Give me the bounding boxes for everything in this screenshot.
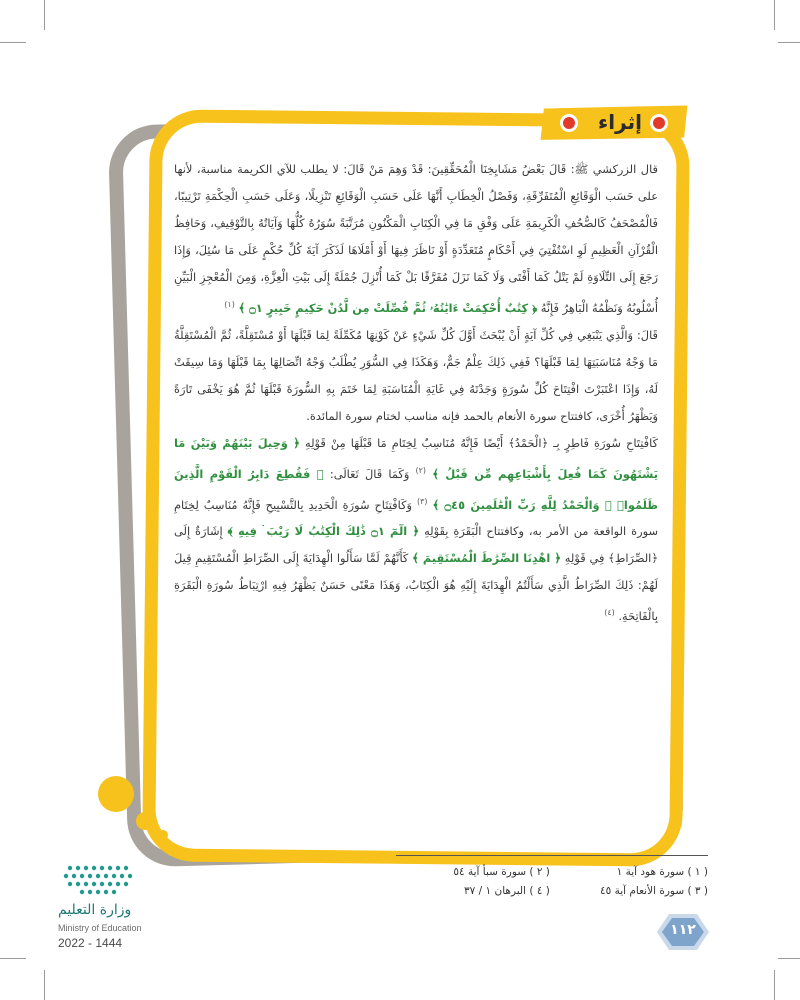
header-dot-left-icon [560,114,578,132]
crop-mark-tl-v [44,0,45,30]
quran-verse-1: ﴿ كِتَٰبٌ أُحْكِمَتْ ءَايَٰتُهُۥ ثُمَّ فُصِّلَتْ مِن لَّدُنْ حَكِيمٍ خَبِيرٍ ۝١ ﴾ [238,300,538,315]
quran-verse-4: ﴿ الٓمٓ ۝١ ذَٰلِكَ الْكِتَٰبُ لَا رَيْبَ ۛ فِيهِ ﴾ [227,524,420,539]
quran-verse-3: ﴿ فَقُطِعَ دَابِرُ الْقَوْمِ الَّذِينَ ظَلَمُوا۟ ۚ وَالْحَمْدُ لِلَّهِ رَبِّ الْعَٰلَمِينَ ۝٤٥ ﴾ [174,466,658,512]
footnote-divider [396,855,708,856]
paragraph-3c: وَكَافْتِتَاحِ سُورَةِ الْحَدِيدِ بِالتَّسْبِيحِ فَإِنَّهُ مُنَاسِبٌ لِخِتَامِ سورة الواقعة من الأمر به، وكافتتاح الْبَقَرَةِ بِقَوْلِهِ [174,497,658,539]
footnote-row-1 [404,866,708,885]
ref-3: (٣) [416,496,428,506]
crop-mark-br-v [774,970,775,1000]
crop-mark-tl-h [0,42,26,43]
paragraph-1-text: قال الزركشي ﷺ: قَالَ بَعْضُ مَشَايِخِنَا الْمُحَقِّقِينَ: قَدْ وَهِمَ مَنْ قَالَ: لا يطلب للآي الكريمة مناسبة، لأنها على حَسَب الْوَقَائِعِ الْمُتَفَرِّقَةِ، وَفَصْلُ الْخِطَابِ أَنَّهَا عَلَى حَسَبِ الْوَقَائِعِ تَنْزِيلًا، وَعَلَى حَسَبِ الْحِكْمَةِ تَرْتِيبًا، فَالْمُصْحَفُ كَالصُّحُفِ الْكَرِيمَةِ عَلَى وَفْقِ مَا فِي الْكِتَابِ الْمَكْنُونِ مُرَتَّبَةً سُوَرُهُ كُلُّهَا وَآيَاتُهُ بِالتَّوْقِيفِ، وَحَافِظُ الْقُرْآنِ الْعَظِيمِ لَوِ اسْتُفْتِيَ فِي أَحْكَامٍ مُتَعَدِّدَةٍ أَوْ نَاظَرَ فِيهَا أَوْ أَمْلَاهَا لَذَكَرَ آيَةَ كُلِّ حُكْمٍ عَلَى مَا سُئِلَ، وَإِذَا رَجَعَ إِلَى التِّلَاوَةِ لَمْ يَتْلُ كَمَا أَفْتَى وَلَا كَمَا نَزَلَ مُفَرَّقًا بَلْ كَمَا أُنْزِلَ جُمْلَةً إِلَى بَيْتِ الْعِزَّةِ، وَمِنَ الْمُعْجِزِ الْبَيِّنِ أُسْلُوبُهُ وَنَظْمُهُ الْبَاهِرُ فَإِنَّهُ [174,162,658,315]
paragraph-3a: كَافْتِتَاحِ سُورَةِ فَاطِرٍ بِـ ﴿الْحَمْدُ﴾ أَيْضًا فَإِنَّهُ مُنَاسِبٌ لِخِتَامِ مَا قَبْلَهَا مِنْ قَوْلِهِ [304,435,658,450]
footnote-1: ( ١ ) سورة هود آية ١ [616,866,708,878]
header-title: إثراء [598,110,642,134]
paragraph-2-text: قَالَ: وَالَّذِي يَنْبَغِي فِي كُلِّ آيَةٍ أَنْ يُبْحَثَ أَوَّلَ كُلِّ شَيْءٍ عَنْ كَوْنِهَا مُكَمِّلَةً لِمَا قَبْلَهَا أَوْ مُسْتَقِلَّةً، ثُمَّ الْمُسْتَقِلَّةُ مَا وَجْهُ مُنَاسَبَتِهَا لِمَا قَبْلَهَا؟ فَفِي ذَلِكَ عِلْمٌ جَمٌّ، وَهَكَذَا فِي السُّوَرِ يُطْلَبُ وَجْهُ اتِّصَالِهَا بِمَا قَبْلَهَا وَمَا سِيقَتْ لَهُ، وَإِذَا اعْتَبَرْتَ افْتِتَاحَ كُلِّ سُورَةٍ وَجَدْتَهُ فِي غَايَةِ الْمُنَاسَبَةِ لِمَا خَتَمَ بِهِ السُّورَةَ قَبْلَهَا ثُمَّ هُوَ يَخْفَى تَارَةً وَيَظْهَرُ أُخْرَى، كافتتاح سورة الأنعام بالحمد فإنه مناسب لختام سورة المائدة. [174,327,658,423]
crop-mark-br-h [778,958,800,959]
dot-small [158,830,168,840]
dot-medium [136,812,154,830]
quran-verse-5: ﴿ اهْدِنَا الصِّرَٰطَ الْمُسْتَقِيمَ ﴾ [412,551,562,566]
footnote-row-2 [404,885,708,904]
ref-4: (٤) [604,608,615,618]
paragraph-3e: كَأَنَّهُمْ لَمَّا سَأَلُوا الْهِدَايَةَ إِلَى الصِّرَاطِ الْمُسْتَقِيمِ قِيلَ لَهُمْ: ذَلِكَ الصِّرَاطُ الَّذِي سَأَلْتُمُ الْهِدَايَةَ إِلَيْهِ هُوَ الْكِتَابُ، وَهَذَا مَعْنًى حَسَنٌ يَظْهَرُ فِيهِ ارْتِبَاطُ سُورَةِ الْبَقَرَةِ بِالْفَاتِحَةِ. [174,551,658,624]
footnote-2: ( ٢ ) سورة سبأ آية ٥٤ [453,866,550,878]
enrichment-text [174,156,658,736]
paragraph-2 [174,322,658,430]
paragraph-3 [174,430,658,630]
crop-mark-tr-h [778,42,800,43]
paragraph-3d: إِشَارَةٌ إِلَى ﴿الصِّرَاطِ﴾ فِي قَوْلِهِ [174,524,658,566]
ref-1: (١) [224,300,235,309]
paragraph-1 [174,156,658,322]
crop-mark-tr-v [774,0,775,30]
crop-mark-bl-h [0,958,26,959]
paragraph-3b: وَكَمَا قَالَ تَعَالَى: [329,466,410,481]
crop-mark-bl-v [44,970,45,1000]
page-number: ١١٢ [670,922,696,938]
header-dot-right-icon [650,114,668,132]
ref-2: (٢) [415,465,427,475]
quran-verse-2: ﴿ وَحِيلَ بَيْنَهُمْ وَبَيْنَ مَا يَشْتَهُونَ كَمَا فُعِلَ بِأَشْيَاعِهِم مِّن قَبْلُ ﴾ [174,435,658,481]
footnote-3: ( ٣ ) سورة الأنعام آية ٤٥ [599,885,708,897]
dot-large [98,776,134,812]
ministry-logo-icon [60,862,140,898]
ministry-name-arabic: وزارة التعليم [58,902,132,918]
footnotes [404,866,708,904]
footnote-4: ( ٤ ) البرهان ١ / ٣٧ [464,885,550,897]
ministry-name-english: Ministry of Education [58,923,142,933]
ministry-year: 2022 - 1444 [58,936,123,950]
